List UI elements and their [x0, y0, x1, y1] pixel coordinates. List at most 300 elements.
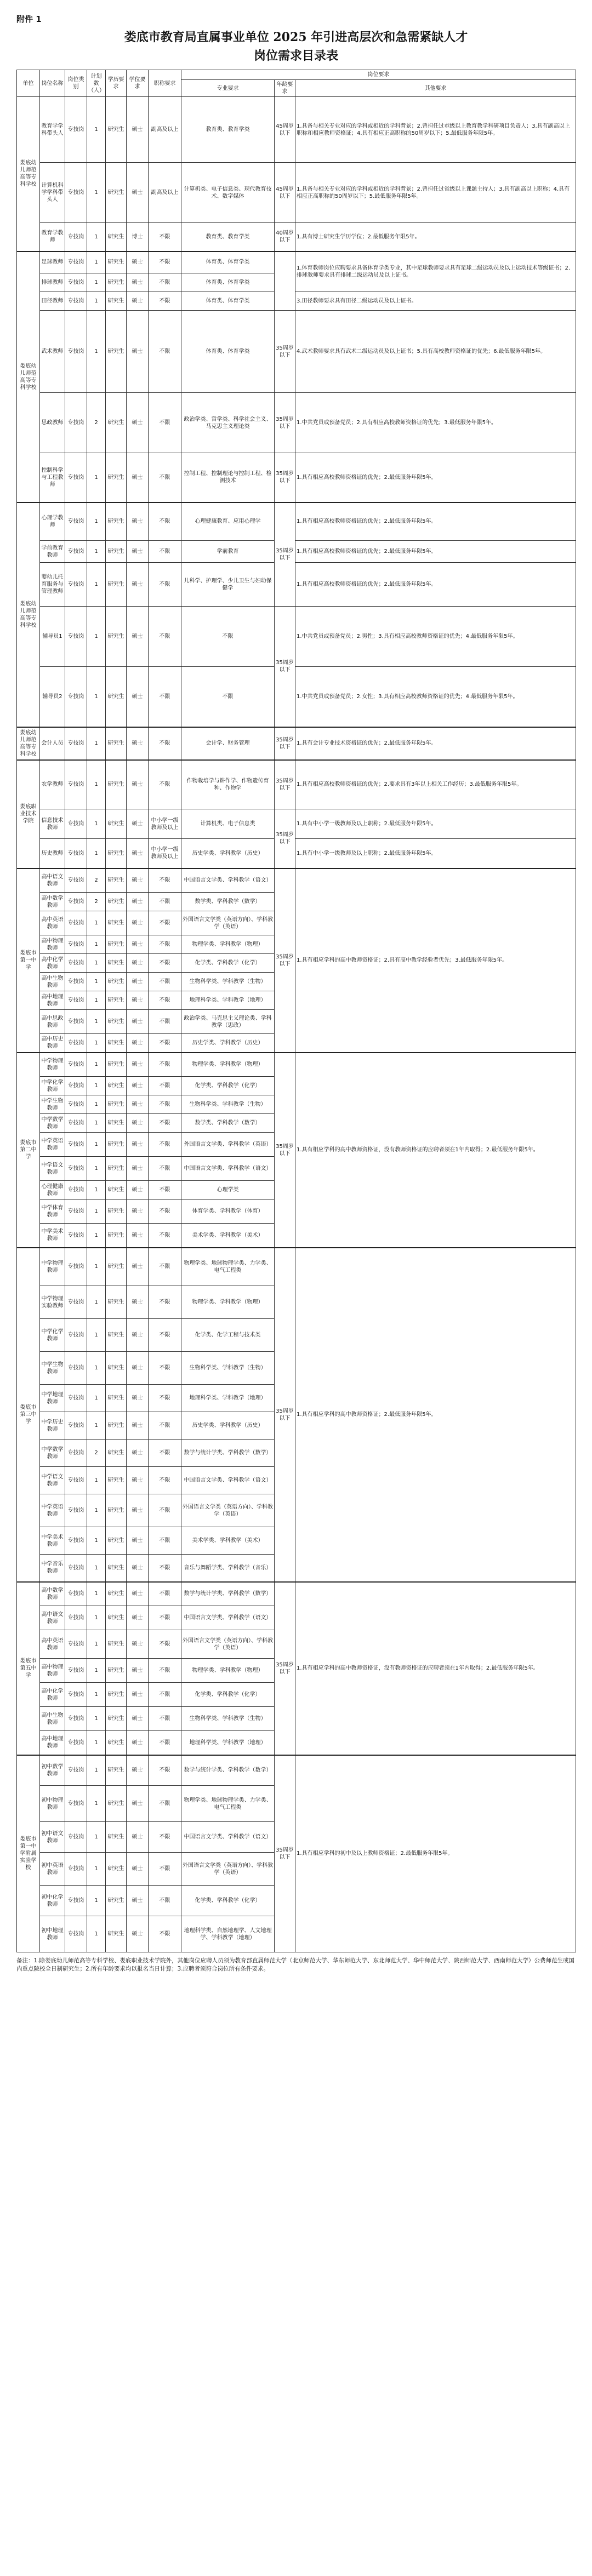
cell-title: 不限: [149, 869, 181, 893]
cell-major: 计算机类、电子信息类: [181, 809, 275, 839]
cell-major: 外国语言文学类、学科教学（英语）: [181, 1133, 275, 1157]
cell-count: 1: [87, 1181, 106, 1200]
cell-count: 1: [87, 607, 106, 667]
cell-post-type: 专技岗: [65, 1494, 87, 1527]
cell-post-name: 高中语文教师: [40, 869, 65, 893]
cell-degree: 硕士: [127, 1527, 149, 1555]
cell-title: 不限: [149, 607, 181, 667]
cell-degree: 硕士: [127, 809, 149, 839]
cell-education: 研究生: [106, 1114, 127, 1133]
cell-education: 研究生: [106, 1440, 127, 1467]
cell-degree: 硕士: [127, 252, 149, 273]
cell-title: 不限: [149, 223, 181, 252]
cell-post-type: 专技岗: [65, 1527, 87, 1555]
cell-education: 研究生: [106, 163, 127, 223]
cell-title: 不限: [149, 1886, 181, 1916]
cell-count: 1: [87, 1494, 106, 1527]
cell-title: 不限: [149, 1707, 181, 1731]
table-row: [17, 223, 576, 252]
cell-major: 历史学类、学科教学（历史）: [181, 1412, 275, 1440]
cell-degree: 硕士: [127, 1385, 149, 1412]
cell-degree: 硕士: [127, 869, 149, 893]
cell-other: 1.具备与相关专业对应的学科或相近的学科背景；2.曾担任过省级以上课题主持人；3.具有副高以上职称；4.具有相应正高职称的50周岁以下；5.最低服务年限5年。: [295, 163, 576, 223]
cell-title: 不限: [149, 727, 181, 760]
cell-major: 美术学类、学科教学（美术）: [181, 1527, 275, 1555]
cell-major: 外国语言文学类（英语方向）、学科教学（英语）: [181, 1494, 275, 1527]
cell-post-name: 初中英语教师: [40, 1853, 65, 1886]
cell-unit: 娄底市第二中学: [17, 1053, 40, 1248]
cell-post-name: 高中物理教师: [40, 1659, 65, 1683]
cell-post-name: 高中化学教师: [40, 1683, 65, 1707]
cell-count: 1: [87, 1467, 106, 1494]
cell-post-type: 专技岗: [65, 97, 87, 163]
cell-other: 3.田径教师要求具有田径二级运动员及以上证书。: [295, 292, 576, 311]
cell-major: 地理科学类、自然地理学、人文地理学、学科教学（地理）: [181, 1916, 275, 1952]
cell-other: 1.具有中小学一级教师及以上职称；2.最低服务年限5年。: [295, 839, 576, 869]
table-row: [17, 1755, 576, 1786]
cell-major: 体育学类、学科教学（体育）: [181, 1200, 275, 1224]
cell-degree: 硕士: [127, 97, 149, 163]
cell-post-type: 专技岗: [65, 453, 87, 502]
cell-title: 不限: [149, 1034, 181, 1053]
cell-post-name: 中学生物教师: [40, 1095, 65, 1114]
cell-education: 研究生: [106, 911, 127, 935]
cell-major: 中国语言文学类、学科教学（语文）: [181, 1157, 275, 1181]
cell-education: 研究生: [106, 991, 127, 1010]
cell-major: 作物栽培学与耕作学、作物遗传育种、作物学: [181, 760, 275, 809]
cell-count: 1: [87, 97, 106, 163]
cell-post-type: 专技岗: [65, 869, 87, 893]
cell-title: 不限: [149, 1527, 181, 1555]
cell-degree: 硕士: [127, 1248, 149, 1286]
cell-title: 不限: [149, 991, 181, 1010]
cell-post-type: 专技岗: [65, 607, 87, 667]
cell-post-type: 专技岗: [65, 1095, 87, 1114]
cell-post-name: 中学数学教师: [40, 1440, 65, 1467]
cell-title: 不限: [149, 1659, 181, 1683]
cell-major: 生物科学类、学科教学（生物）: [181, 973, 275, 991]
cell-post-name: 计算机科学学科带头人: [40, 163, 65, 223]
cell-education: 研究生: [106, 1034, 127, 1053]
cell-post-type: 专技岗: [65, 1755, 87, 1786]
cell-other: 1.具有相应高校教师资格证的优先；2.最低服务年限5年。: [295, 502, 576, 541]
table-row: [17, 1582, 576, 1606]
cell-age: 35周岁以下: [275, 393, 295, 453]
cell-post-name: 高中生物教师: [40, 973, 65, 991]
cell-post-name: 初中化学教师: [40, 1886, 65, 1916]
cell-education: 研究生: [106, 1248, 127, 1286]
table-row: [17, 1053, 576, 1077]
cell-unit: 娄底幼儿师范高等专科学校: [17, 97, 40, 252]
cell-major: 心理学类: [181, 1181, 275, 1200]
cell-age: 35周岁以下: [275, 809, 295, 869]
cell-post-type: 专技岗: [65, 1157, 87, 1181]
cell-title: 不限: [149, 1133, 181, 1157]
cell-post-type: 专技岗: [65, 273, 87, 292]
cell-title: 不限: [149, 252, 181, 273]
cell-post-name: 初中语文教师: [40, 1822, 65, 1853]
cell-degree: 硕士: [127, 1053, 149, 1077]
cell-post-name: 中学音乐教师: [40, 1555, 65, 1582]
cell-education: 研究生: [106, 1659, 127, 1683]
requirements-table: [16, 70, 576, 1952]
cell-count: 1: [87, 1582, 106, 1606]
cell-count: 1: [87, 273, 106, 292]
table-row: [17, 1248, 576, 1286]
cell-title: 不限: [149, 393, 181, 453]
cell-education: 研究生: [106, 1555, 127, 1582]
cell-major: 美术学类、学科教学（美术）: [181, 1224, 275, 1248]
cell-other: 4.武术教师要求具有武术二级运动员及以上证书；5.具有高校教师资格证的优先；6.最低服务年限5年。: [295, 311, 576, 393]
attachment-label: 附件 1: [16, 14, 42, 24]
cell-title: 不限: [149, 1440, 181, 1467]
cell-post-name: 中学物理教师: [40, 1053, 65, 1077]
cell-degree: 硕士: [127, 991, 149, 1010]
cell-degree: 硕士: [127, 973, 149, 991]
cell-count: 1: [87, 563, 106, 607]
cell-education: 研究生: [106, 935, 127, 954]
cell-post-name: 中学数学教师: [40, 1114, 65, 1133]
table-row: [17, 563, 576, 607]
cell-major: 化学类、学科教学（化学）: [181, 1683, 275, 1707]
table-row: [17, 97, 576, 163]
cell-degree: 硕士: [127, 1606, 149, 1630]
cell-title: 不限: [149, 954, 181, 973]
cell-age: 35周岁以下: [275, 1755, 295, 1952]
cell-count: 1: [87, 1248, 106, 1286]
notes: 备注：1.除娄底幼儿师范高等专科学校、娄底职业技术学院外，其他岗位应聘人员须为教育部直属师范大学（北京师范大学、华东师范大学、东北师范大学、华中师范大学、陕西师范大学、西南师范大学）公费师范生或国内重点院校全日制研究生；2.所有年龄要求均以报名当日计算；3.应聘者须符合岗位所有条件要求。: [16, 1957, 575, 1972]
cell-count: 1: [87, 1224, 106, 1248]
table-row: [17, 607, 576, 667]
table-row: [17, 809, 576, 839]
cell-major: 化学类、化学工程与技术类: [181, 1319, 275, 1352]
cell-count: 1: [87, 809, 106, 839]
cell-count: 1: [87, 1707, 106, 1731]
cell-title: 不限: [149, 1683, 181, 1707]
cell-post-name: 排球教师: [40, 273, 65, 292]
cell-major: 化学类、学科教学（化学）: [181, 1077, 275, 1095]
cell-education: 研究生: [106, 1053, 127, 1077]
cell-age: 35周岁以下: [275, 1582, 295, 1755]
table-row: [17, 252, 576, 273]
cell-count: 1: [87, 252, 106, 273]
table-row: [17, 839, 576, 869]
cell-age: 35周岁以下: [275, 1053, 295, 1248]
cell-post-name: 中学语文教师: [40, 1157, 65, 1181]
cell-major: 物理学类、学科教学（物理）: [181, 1659, 275, 1683]
cell-count: 1: [87, 973, 106, 991]
cell-age: 35周岁以下: [275, 607, 295, 727]
cell-post-name: 中学语文教师: [40, 1467, 65, 1494]
cell-post-type: 专技岗: [65, 1555, 87, 1582]
cell-education: 研究生: [106, 954, 127, 973]
cell-post-name: 辅导员1: [40, 607, 65, 667]
cell-count: 1: [87, 453, 106, 502]
cell-post-type: 专技岗: [65, 727, 87, 760]
cell-post-name: 武术教师: [40, 311, 65, 393]
cell-education: 研究生: [106, 223, 127, 252]
cell-major: 数学类、学科教学（数学）: [181, 1114, 275, 1133]
cell-post-name: 中学化学教师: [40, 1319, 65, 1352]
cell-title: 副高及以上: [149, 97, 181, 163]
cell-education: 研究生: [106, 252, 127, 273]
cell-education: 研究生: [106, 453, 127, 502]
cell-degree: 硕士: [127, 1555, 149, 1582]
cell-post-name: 初中地理教师: [40, 1916, 65, 1952]
cell-post-name: 中学英语教师: [40, 1494, 65, 1527]
cell-post-type: 专技岗: [65, 1385, 87, 1412]
cell-major: 外国语言文学类（英语方向）、学科教学（英语）: [181, 1853, 275, 1886]
cell-title: 不限: [149, 667, 181, 727]
cell-post-type: 专技岗: [65, 1053, 87, 1077]
cell-degree: 硕士: [127, 1822, 149, 1853]
cell-post-type: 专技岗: [65, 1319, 87, 1352]
requirements-table-body: [17, 97, 576, 1952]
cell-education: 研究生: [106, 1683, 127, 1707]
cell-education: 研究生: [106, 809, 127, 839]
cell-major: 计算机类、电子信息类、现代教育技术、数字媒体: [181, 163, 275, 223]
cell-count: 2: [87, 393, 106, 453]
cell-other: 1.具有相应高校教师资格证的优先；2.最低服务年限5年。: [295, 453, 576, 502]
table-row: [17, 453, 576, 502]
cell-count: 1: [87, 1755, 106, 1786]
cell-unit: 娄底幼儿师范高等专科学校: [17, 727, 40, 760]
cell-count: 1: [87, 1853, 106, 1886]
cell-count: 1: [87, 1659, 106, 1683]
cell-count: 1: [87, 1886, 106, 1916]
cell-post-type: 专技岗: [65, 991, 87, 1010]
cell-post-type: 专技岗: [65, 292, 87, 311]
cell-count: 1: [87, 1606, 106, 1630]
cell-post-type: 专技岗: [65, 839, 87, 869]
cell-major: 政治学类、哲学类、科学社会主义、马克思主义理论类: [181, 393, 275, 453]
cell-count: 2: [87, 1440, 106, 1467]
cell-major: 化学类、学科教学（化学）: [181, 1886, 275, 1916]
cell-count: 1: [87, 839, 106, 869]
cell-major: 物理学类、地球物理学类、力学类、电气工程类: [181, 1248, 275, 1286]
cell-education: 研究生: [106, 1133, 127, 1157]
cell-major: 儿科学、护理学、少儿卫生与妇幼保健学: [181, 563, 275, 607]
cell-count: 2: [87, 893, 106, 911]
cell-post-name: 控制科学与工程教师: [40, 453, 65, 502]
cell-count: 1: [87, 311, 106, 393]
cell-major: 学前教育: [181, 541, 275, 563]
cell-unit: 娄底幼儿师范高等专科学校: [17, 252, 40, 502]
cell-title: 中小学一级教师及以上: [149, 839, 181, 869]
cell-major: 外国语言文学类（英语方向）、学科教学（英语）: [181, 911, 275, 935]
cell-post-type: 专技岗: [65, 954, 87, 973]
cell-count: 1: [87, 292, 106, 311]
cell-major: 体育类、体育学类: [181, 273, 275, 292]
header-count: 计划数（人）: [87, 70, 106, 97]
cell-degree: 博士: [127, 223, 149, 252]
cell-education: 研究生: [106, 1886, 127, 1916]
cell-other: 1.具有中小学一级教师及以上职称；2.最低服务年限5年。: [295, 809, 576, 839]
cell-age: 40周岁以下: [275, 223, 295, 252]
cell-post-name: 中学物理教师: [40, 1248, 65, 1286]
cell-major: 数学与统计学类、学科教学（数学）: [181, 1755, 275, 1786]
cell-post-name: 教育学学科带头人: [40, 97, 65, 163]
cell-major: 会计学、财务管理: [181, 727, 275, 760]
cell-title: 不限: [149, 1755, 181, 1786]
cell-count: 1: [87, 1286, 106, 1319]
cell-education: 研究生: [106, 393, 127, 453]
cell-major: 地理科学类、学科教学（地理）: [181, 991, 275, 1010]
cell-degree: 硕士: [127, 453, 149, 502]
cell-post-name: 历史教师: [40, 839, 65, 869]
cell-post-type: 专技岗: [65, 541, 87, 563]
table-row: [17, 760, 576, 809]
cell-degree: 硕士: [127, 1494, 149, 1527]
cell-age: 35周岁以下: [275, 1248, 295, 1582]
cell-title: 不限: [149, 292, 181, 311]
cell-major: 中国语言文学类、学科教学（语文）: [181, 1606, 275, 1630]
cell-title: 不限: [149, 1731, 181, 1755]
cell-age: 35周岁以下: [275, 727, 295, 760]
cell-post-type: 专技岗: [65, 1034, 87, 1053]
cell-other: 1.具有相应高校教师资格证的优先；2.最低服务年限5年。: [295, 541, 576, 563]
cell-degree: 硕士: [127, 893, 149, 911]
cell-post-name: 高中英语教师: [40, 911, 65, 935]
cell-post-type: 专技岗: [65, 1181, 87, 1200]
cell-count: 1: [87, 1034, 106, 1053]
cell-count: 2: [87, 869, 106, 893]
cell-post-type: 专技岗: [65, 563, 87, 607]
cell-count: 1: [87, 935, 106, 954]
cell-count: 1: [87, 1412, 106, 1440]
cell-degree: 硕士: [127, 163, 149, 223]
cell-title: 不限: [149, 1319, 181, 1352]
cell-other: 1.具有相应学科的高中教师资格证；2.具有高中教学经验者优先；3.最低服务年限5年。: [295, 869, 576, 1053]
cell-count: 1: [87, 1683, 106, 1707]
cell-post-name: 高中数学教师: [40, 1582, 65, 1606]
cell-education: 研究生: [106, 1095, 127, 1114]
table-row: [17, 541, 576, 563]
cell-title: 不限: [149, 1916, 181, 1952]
cell-post-type: 专技岗: [65, 1886, 87, 1916]
cell-post-type: 专技岗: [65, 809, 87, 839]
cell-post-type: 专技岗: [65, 252, 87, 273]
cell-title: 不限: [149, 1494, 181, 1527]
cell-age: 35周岁以下: [275, 311, 295, 393]
cell-education: 研究生: [106, 973, 127, 991]
cell-title: 副高及以上: [149, 163, 181, 223]
cell-title: 不限: [149, 1286, 181, 1319]
cell-major: 心理健康教育、应用心理学: [181, 502, 275, 541]
cell-title: 不限: [149, 311, 181, 393]
cell-major: 控制工程、控制理论与控制工程、检测技术: [181, 453, 275, 502]
cell-education: 研究生: [106, 1630, 127, 1659]
cell-major: 外国语言文学类（英语方向）、学科教学（英语）: [181, 1630, 275, 1659]
cell-degree: 硕士: [127, 292, 149, 311]
cell-post-type: 专技岗: [65, 1133, 87, 1157]
cell-age: 45周岁以下: [275, 97, 295, 163]
cell-title: 不限: [149, 502, 181, 541]
cell-count: 1: [87, 1095, 106, 1114]
cell-other: 1.具备与相关专业对应的学科或相近的学科背景；2.曾担任过市级以上教育教学科研项目负责人；3.具有副高以上职称和相应教师资格证；4.具有相应正高职称的50周岁以下；5.最低服务年限5年。: [295, 97, 576, 163]
cell-degree: 硕士: [127, 1853, 149, 1886]
cell-post-name: 中学历史教师: [40, 1412, 65, 1440]
table-row: [17, 502, 576, 541]
cell-major: 教育类、教育学类: [181, 97, 275, 163]
cell-post-type: 专技岗: [65, 1286, 87, 1319]
cell-post-name: 初中数学教师: [40, 1755, 65, 1786]
cell-post-name: 中学英语教师: [40, 1133, 65, 1157]
cell-degree: 硕士: [127, 839, 149, 869]
cell-post-type: 专技岗: [65, 163, 87, 223]
cell-degree: 硕士: [127, 1731, 149, 1755]
cell-education: 研究生: [106, 839, 127, 869]
cell-title: 不限: [149, 1224, 181, 1248]
cell-education: 研究生: [106, 760, 127, 809]
cell-education: 研究生: [106, 1786, 127, 1822]
cell-count: 1: [87, 991, 106, 1010]
cell-major: 政治学类、马克思主义理论类、学科教学（思政）: [181, 1010, 275, 1034]
cell-major: 数学与统计学类、学科教学（数学）: [181, 1440, 275, 1467]
cell-post-type: 专技岗: [65, 893, 87, 911]
cell-post-type: 专技岗: [65, 973, 87, 991]
cell-count: 1: [87, 1916, 106, 1952]
table-header-row-1: [17, 70, 576, 80]
cell-post-type: 专技岗: [65, 393, 87, 453]
cell-post-type: 专技岗: [65, 1916, 87, 1952]
cell-degree: 硕士: [127, 1352, 149, 1385]
cell-other: 1.中共党员或预备党员；2.男性；3.具有相应高校教师资格证的优先；4.最低服务年限5年。: [295, 607, 576, 667]
cell-post-type: 专技岗: [65, 1606, 87, 1630]
cell-post-type: 专技岗: [65, 1707, 87, 1731]
cell-post-name: 高中英语教师: [40, 1630, 65, 1659]
cell-unit: 娄底市第一中学: [17, 869, 40, 1053]
cell-title: 不限: [149, 1555, 181, 1582]
cell-title: 不限: [149, 453, 181, 502]
cell-age: 35周岁以下: [275, 502, 295, 607]
header-education: 学历要求: [106, 70, 127, 97]
cell-education: 研究生: [106, 1853, 127, 1886]
title-line-2: 岗位需求目录表: [253, 49, 338, 63]
cell-post-name: 心理学教师: [40, 502, 65, 541]
table-row: [17, 292, 576, 311]
cell-degree: 硕士: [127, 273, 149, 292]
cell-education: 研究生: [106, 273, 127, 292]
cell-title: 不限: [149, 893, 181, 911]
cell-major: 体育类、体育学类: [181, 252, 275, 273]
cell-post-type: 专技岗: [65, 1114, 87, 1133]
cell-title: 不限: [149, 1582, 181, 1606]
table-row: [17, 869, 576, 893]
cell-post-name: 中学生物教师: [40, 1352, 65, 1385]
cell-count: 1: [87, 163, 106, 223]
cell-education: 研究生: [106, 563, 127, 607]
table-row: [17, 393, 576, 453]
cell-major: 历史学类、学科教学（历史）: [181, 1034, 275, 1053]
cell-title: 不限: [149, 1095, 181, 1114]
cell-degree: 硕士: [127, 1630, 149, 1659]
header-major: 专业要求: [181, 80, 275, 97]
cell-major: 生物科学类、学科教学（生物）: [181, 1707, 275, 1731]
cell-education: 研究生: [106, 1412, 127, 1440]
cell-education: 研究生: [106, 607, 127, 667]
cell-post-name: 学前教育教师: [40, 541, 65, 563]
cell-degree: 硕士: [127, 1224, 149, 1248]
header-unit: 单位: [17, 70, 40, 97]
cell-title: 不限: [149, 1157, 181, 1181]
cell-post-name: 高中历史教师: [40, 1034, 65, 1053]
cell-degree: 硕士: [127, 311, 149, 393]
cell-title: 不限: [149, 1053, 181, 1077]
cell-degree: 硕士: [127, 935, 149, 954]
cell-post-name: 中学化学教师: [40, 1077, 65, 1095]
cell-major: 体育类、体育学类: [181, 292, 275, 311]
